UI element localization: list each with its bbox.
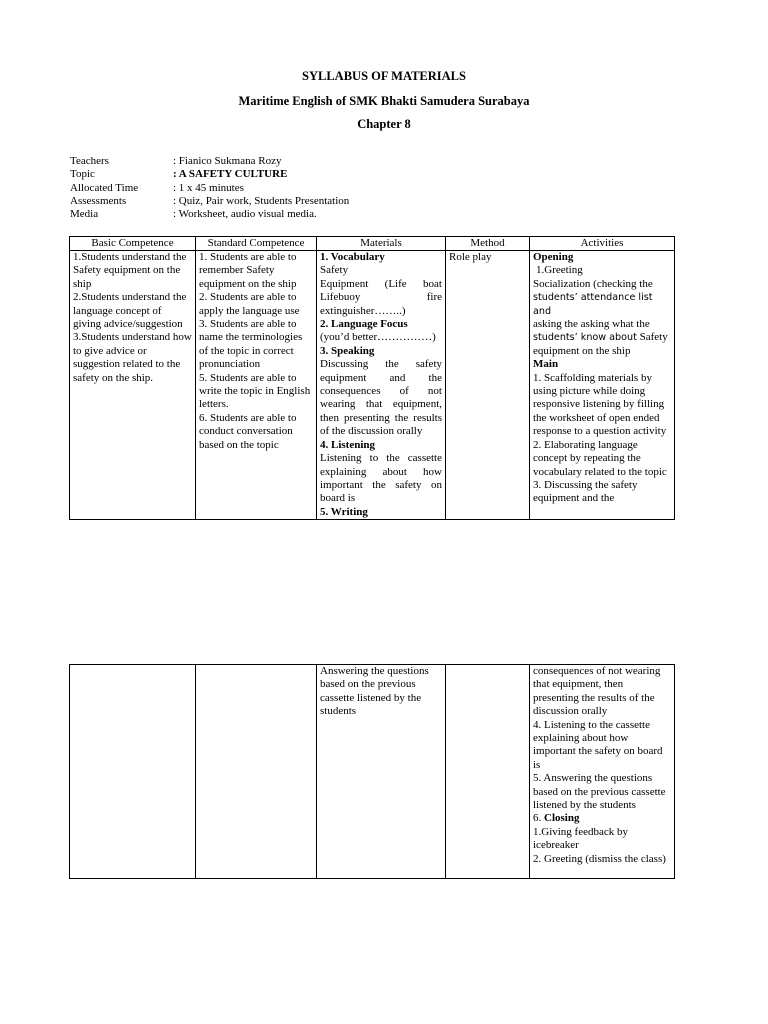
activities-text: 1. Scaffolding materials by using picture while doing responsive listening by filling the worksheet of open ended response to a question activity xyxy=(533,371,667,438)
materials-heading: 4. Listening xyxy=(320,438,376,451)
materials-heading: 2. Language Focus xyxy=(320,318,408,331)
course-info xyxy=(70,155,349,221)
materials-text: Discussing the safety equipment and the consequences of not wearing that equipment, then presenting the results of the discussion orally xyxy=(320,358,442,438)
col-header-method: Method xyxy=(446,237,530,251)
activities-text: consequences of not wearing that equipment, then presenting the results of the discussion orally xyxy=(533,665,661,718)
materials-text: Safety xyxy=(320,264,349,277)
activities-cell xyxy=(530,251,675,520)
col-header-standard: Standard Competence xyxy=(196,237,317,251)
materials-text: Equipment (Life boat Lifebuoy fire extinguisher……..) xyxy=(320,277,442,317)
info-value: : Quiz, Pair work, Students Presentation xyxy=(173,194,350,207)
materials-cell xyxy=(317,251,446,520)
activities-text: 2. Greeting (dismiss the class) xyxy=(533,852,666,865)
activities-text: 5. Answering the questions based on the previous cassette listened by the students xyxy=(533,772,666,812)
info-row-assessments xyxy=(70,195,349,208)
materials-heading: 1. Vocabulary xyxy=(320,251,385,263)
materials-text: (you’d better……………) xyxy=(320,331,436,344)
standard-item: 2. Students are able to apply the language use xyxy=(199,291,300,317)
closing-number: 6. xyxy=(533,812,544,825)
activities-text: 3. Discussing the safety equipment and the xyxy=(533,478,638,505)
col-header-basic: Basic Competence xyxy=(70,237,196,251)
activities-text-inline: students’ know about xyxy=(533,332,637,344)
activities-text-inline: Safety equipment on the ship xyxy=(533,331,668,357)
info-value: : 1 x 45 minutes xyxy=(173,181,244,194)
basic-competence-cell xyxy=(70,251,196,520)
chapter-heading: Chapter 8 xyxy=(357,117,411,131)
table-header-row xyxy=(70,237,675,251)
activities-heading: Main xyxy=(533,358,559,371)
basic-item: 2.Students understand the language concept of giving advice/suggestion xyxy=(73,291,187,331)
activities-text xyxy=(533,812,671,825)
activities-text: 2. Elaborating language concept by repeating the vocabulary related to the topic xyxy=(533,438,667,478)
method-cell xyxy=(446,665,530,879)
materials-heading: 3. Speaking xyxy=(320,344,375,357)
materials-heading: 5. Writing xyxy=(320,505,368,518)
materials-text: Listening to the cassette explaining about how important the safety on board is xyxy=(320,452,442,505)
activities-heading: Closing xyxy=(544,812,580,825)
table-row xyxy=(70,251,675,520)
activities-cell xyxy=(530,665,675,879)
basic-competence-cell xyxy=(70,665,196,879)
method-cell: Role play xyxy=(446,251,530,520)
info-label: Teachers xyxy=(70,155,109,167)
activities-text xyxy=(533,331,671,358)
document-title: SYLLABUS OF MATERIALS xyxy=(302,69,466,83)
standard-item: 1. Students are able to remember Safety equipment on the ship xyxy=(199,251,297,290)
activities-heading: Opening xyxy=(533,251,574,263)
syllabus-table-continued xyxy=(69,664,675,879)
syllabus-table xyxy=(69,236,675,520)
activities-text: asking the asking what the xyxy=(533,318,650,331)
col-header-materials: Materials xyxy=(317,237,446,251)
activities-text: 1.Giving feedback by icebreaker xyxy=(533,825,628,852)
activities-text: 4. Listening to the cassette explaining about how important the safety on board is xyxy=(533,718,663,771)
info-row-time xyxy=(70,182,349,195)
document-subtitle: Maritime English of SMK Bhakti Samudera Surabaya xyxy=(238,94,530,108)
standard-item: 3. Students are able to name the terminologies of the topic in correct pronunciation xyxy=(199,318,303,371)
info-label: Media xyxy=(70,208,99,221)
activities-text: students’ attendance list and xyxy=(533,292,653,317)
col-header-activities: Activities xyxy=(530,237,675,251)
info-label: Allocated Time xyxy=(70,181,139,194)
info-label: Topic xyxy=(70,168,95,181)
info-value: : A SAFETY CULTURE xyxy=(173,168,288,181)
info-row-topic xyxy=(70,168,349,181)
standard-competence-cell xyxy=(196,251,317,520)
activities-text: Socialization (checking the xyxy=(533,277,653,290)
basic-item: 1.Students understand the Safety equipment on the ship xyxy=(73,251,187,290)
standard-competence-cell xyxy=(196,665,317,879)
materials-cell xyxy=(317,665,446,879)
basic-item: 3.Students understand how to give advice or suggestion related to the safety on the ship. xyxy=(73,331,192,384)
info-value: : Fianico Sukmana Rozy xyxy=(173,155,282,167)
info-row-teachers xyxy=(70,155,349,168)
info-row-media xyxy=(70,208,349,221)
table-row xyxy=(70,665,675,879)
standard-item: 5. Students are able to write the topic in English letters. xyxy=(199,371,311,411)
standard-item: 6. Students are able to conduct conversation based on the topic xyxy=(199,411,297,451)
info-label: Assessments xyxy=(70,194,127,207)
info-value: : Worksheet, audio visual media. xyxy=(173,208,317,221)
materials-text: Answering the questions based on the previous cassette listened by the students xyxy=(320,665,429,718)
activities-text: 1.Greeting xyxy=(536,264,583,277)
